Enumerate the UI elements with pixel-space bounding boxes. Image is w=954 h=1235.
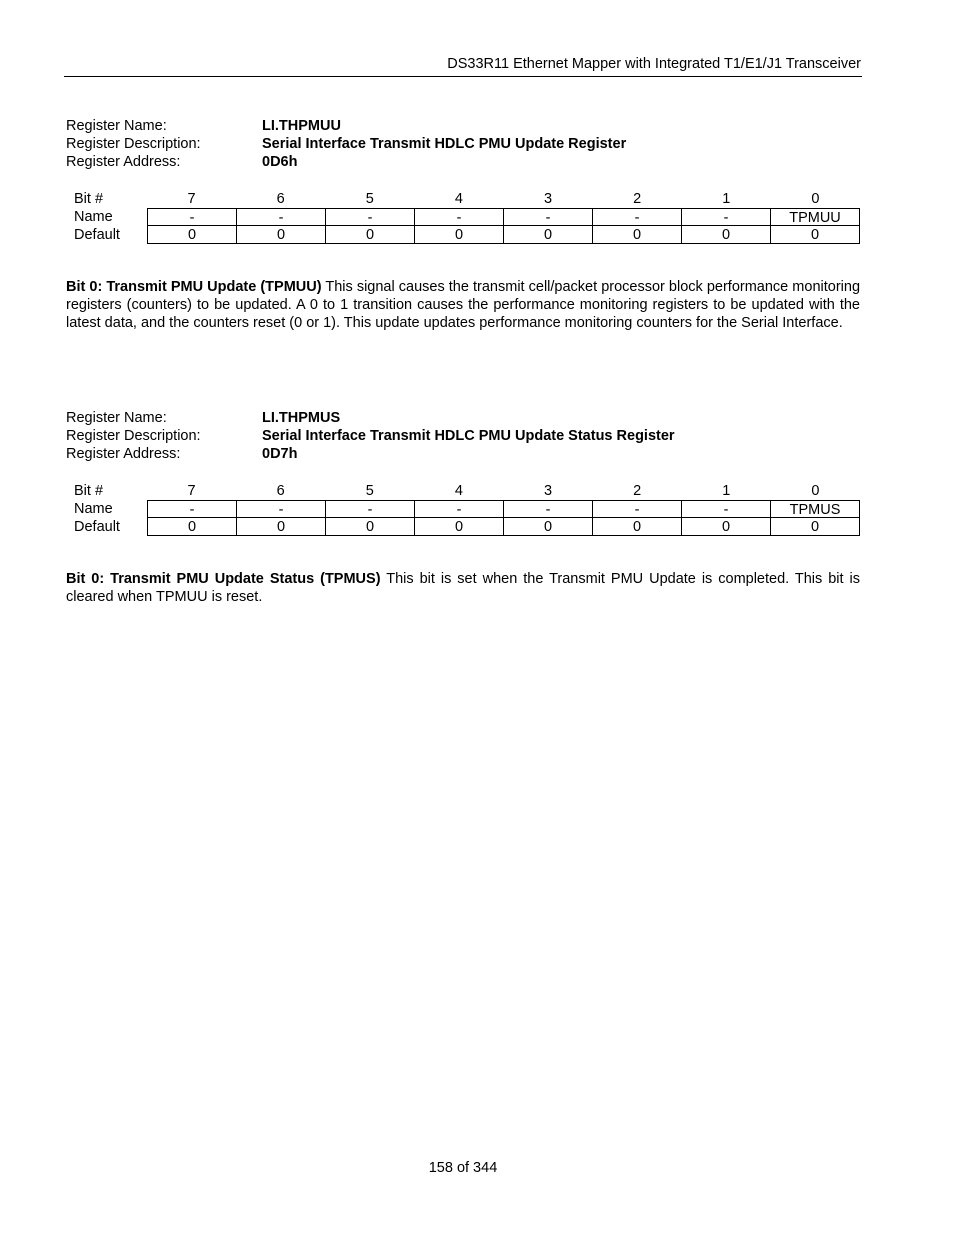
bit-description-title: Bit 0: Transmit PMU Update (TPMUU) bbox=[66, 279, 322, 295]
bit-number-cell: 1 bbox=[722, 191, 731, 207]
bit-name-row bbox=[66, 208, 860, 226]
running-header: DS33R11 Ethernet Mapper with Integrated T1/E1/J1 Transceiver bbox=[447, 56, 861, 72]
bit-default-label: Default bbox=[74, 519, 120, 535]
header-divider bbox=[64, 76, 862, 77]
register-description-value: Serial Interface Transmit HDLC PMU Update Register bbox=[262, 136, 627, 152]
bit-name-cell: - bbox=[147, 500, 237, 518]
register-info-thpmus bbox=[66, 409, 860, 463]
bit-name-cell: - bbox=[682, 208, 771, 226]
register-name-value: LI.THPMUS bbox=[262, 410, 341, 426]
bit-default-cell: 0 bbox=[771, 518, 860, 536]
bit-name-label: Name bbox=[74, 209, 113, 225]
bit-number-cell: 2 bbox=[633, 191, 642, 207]
bit-default-cell: 0 bbox=[682, 518, 771, 536]
bit-number-cell: 4 bbox=[454, 191, 463, 207]
bit-default-cell: 0 bbox=[504, 226, 593, 244]
bit-default-label: Default bbox=[74, 227, 120, 243]
bit-description-text: This signal causes the transmit cell/packet processor block performance monitoring registers (counters) to be updated. A 0 to 1 transition causes the performance monitoring registers to be updated with the latest data, and the counters reset (0 or 1). This update updates performance monitoring counters for the Serial Interface. bbox=[66, 279, 861, 331]
bit-name-row bbox=[66, 500, 860, 518]
register-description-label: Register Description: bbox=[66, 428, 201, 444]
bit-default-cell: 0 bbox=[415, 518, 504, 536]
bit-default-cell: 0 bbox=[147, 226, 237, 244]
bit-number-cell: 6 bbox=[276, 483, 285, 499]
bit-name-cell: - bbox=[326, 500, 415, 518]
bit-number-cell: 7 bbox=[187, 191, 196, 207]
bit-default-cell: 0 bbox=[771, 226, 860, 244]
bit-default-cell: 0 bbox=[326, 518, 415, 536]
bit-default-cell: 0 bbox=[504, 518, 593, 536]
bit-number-cell: 2 bbox=[633, 483, 642, 499]
bit-name-cell: - bbox=[147, 208, 237, 226]
bit-name-cell: - bbox=[504, 500, 593, 518]
bit-default-cell: 0 bbox=[237, 226, 326, 244]
bit-default-row bbox=[66, 518, 860, 536]
bit-number-cell: 5 bbox=[365, 483, 374, 499]
bit-number-cell: 6 bbox=[276, 191, 285, 207]
register-address-label: Register Address: bbox=[66, 446, 181, 462]
bit-number-cell: 0 bbox=[811, 191, 820, 207]
bit-table-thpmus bbox=[66, 482, 860, 536]
register-info-thpmuu bbox=[66, 117, 860, 171]
bit-number-cell: 5 bbox=[365, 191, 374, 207]
bit-description-title: Bit 0: Transmit PMU Update Status (TPMUS) bbox=[66, 571, 381, 587]
bit-number-cell: 1 bbox=[722, 483, 731, 499]
bit-default-cell: 0 bbox=[326, 226, 415, 244]
register-address-label: Register Address: bbox=[66, 154, 181, 170]
bit-name-cell: - bbox=[504, 208, 593, 226]
bit-default-cell: 0 bbox=[593, 518, 682, 536]
bit-description-text: This bit is set when the Transmit PMU Update is completed. This bit is cleared when TPMUU is reset. bbox=[66, 571, 860, 605]
bit-number-cell: 7 bbox=[187, 483, 196, 499]
bit-name-cell: - bbox=[326, 208, 415, 226]
register-address-value: 0D6h bbox=[262, 154, 298, 170]
register-description-label: Register Description: bbox=[66, 136, 201, 152]
bit-name-cell: TPMUU bbox=[771, 208, 860, 226]
bit-number-row bbox=[66, 190, 860, 208]
register-address-value: 0D7h bbox=[262, 446, 298, 462]
bit-name-cell: - bbox=[415, 208, 504, 226]
page-number: 158 of 344 bbox=[428, 1160, 498, 1176]
bit-name-cell: - bbox=[237, 500, 326, 518]
bit-name-cell: - bbox=[415, 500, 504, 518]
bit-description-tpmuu bbox=[66, 278, 860, 332]
bit-number-label: Bit # bbox=[74, 191, 104, 207]
bit-default-cell: 0 bbox=[147, 518, 237, 536]
bit-number-cell: 4 bbox=[454, 483, 463, 499]
bit-default-row bbox=[66, 226, 860, 244]
bit-default-cell: 0 bbox=[237, 518, 326, 536]
bit-number-row bbox=[66, 482, 860, 500]
register-name-label: Register Name: bbox=[66, 118, 167, 134]
bit-default-cell: 0 bbox=[415, 226, 504, 244]
register-description-value: Serial Interface Transmit HDLC PMU Update Status Register bbox=[262, 428, 675, 444]
bit-default-cell: 0 bbox=[682, 226, 771, 244]
bit-name-cell: - bbox=[593, 500, 682, 518]
bit-number-cell: 3 bbox=[544, 191, 553, 207]
bit-name-cell: - bbox=[593, 208, 682, 226]
register-name-label: Register Name: bbox=[66, 410, 167, 426]
bit-default-cell: 0 bbox=[593, 226, 682, 244]
bit-number-label: Bit # bbox=[74, 483, 104, 499]
bit-name-label: Name bbox=[74, 501, 113, 517]
bit-name-cell: - bbox=[237, 208, 326, 226]
bit-name-cell: - bbox=[682, 500, 771, 518]
bit-number-cell: 0 bbox=[811, 483, 820, 499]
bit-number-cell: 3 bbox=[544, 483, 553, 499]
bit-name-cell: TPMUS bbox=[771, 500, 860, 518]
bit-table-thpmuu bbox=[66, 190, 860, 244]
bit-description-tpmus bbox=[66, 570, 860, 606]
register-name-value: LI.THPMUU bbox=[262, 118, 341, 134]
